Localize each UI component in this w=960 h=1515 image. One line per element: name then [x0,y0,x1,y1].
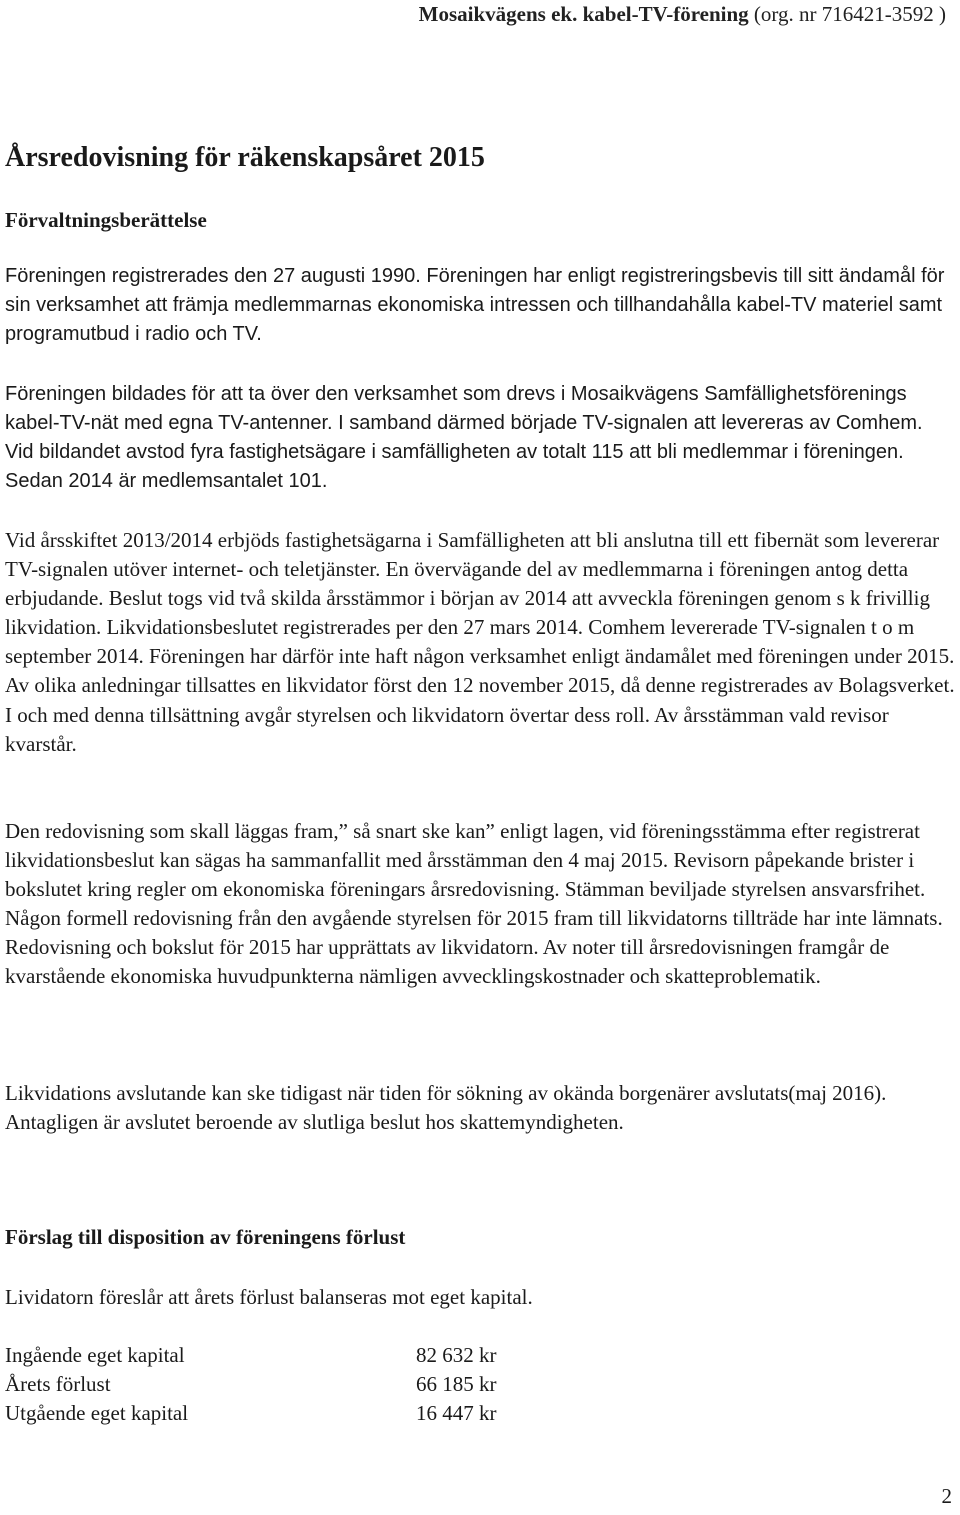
paragraph-liquidation: Vid årsskiftet 2013/2014 erbjöds fastighetsägarna i Samfälligheten att bli anslutna till ett fibernät som levererar TV-signalen utöver internet- och teletjänster. En övervägande del av medlemmarna i föreningen antog detta erbjudande. Beslut togs vid två skilda årsstämmor i början av 2014 att avveckla föreningen genom s k frivillig likvidation. Likvidationsbeslutet registrerades per den 27 mars 2014. Comhem levererade TV-signalen t o m september 2014. Föreningen har därför inte haft någon verksamhet enligt ändamålet med föreningen under 2015. Av olika anledningar tillsattes en likvidator först den 12 november 2015, då denne registrerades av Bolagsverket. I och med denna tillsättning avgår styrelsen och likvidatorn övertar dess roll. Av årsstämman vald revisor kvarstår. [5,528,955,756]
row-label: Utgående eget kapital [5,1401,189,1426]
paragraph-proposal: Lividatorn föreslår att årets förlust balanseras mot eget kapital. [5,1285,533,1309]
section-heading-loss-disposition: Förslag till disposition av föreningens förlust [5,1225,406,1249]
paragraph-formation: Föreningen bildades för att ta över den verksamhet som drevs i Mosaikvägens Samfällighetsförenings kabel-TV-nät med egna TV-antenner. I samband därmed började TV-signalen att levereras av Comhem. Vid bildandet avstod fyra fastighetsägare i samfälligheten av totalt 115 att bli medlemmar i föreningen. Sedan 2014 är medlemsantalet 101. [5,383,923,493]
row-value: 16 447 kr [416,1401,497,1426]
document-title: Årsredovisning för räkenskapsåret 2015 [5,142,485,173]
paragraph-accounting: Den redovisning som skall läggas fram,” så snart ske kan” enligt lagen, vid föreningsstämma efter registrerat likvidationsbeslut kan sägas ha sammanfallit med årsstämman den 4 maj 2015. Revisorn påpekande brister i bokslutet kring regler om ekonomiska föreningars årsredovisning. Stämman beviljade styrelsen ansvarsfrihet. Någon formell redovisning från den avgående styrelsen för 2015 fram till likvidatorns tillträde har inte lämnats. Redovisning och bokslut för 2015 har upprättats av likvidatorn. Av noter till årsredovisningen framgår de kvarstående ekonomiska huvudpunkterna nämligen avvecklingskostnader och skatteproblematik. [5,819,943,989]
row-value: 82 632 kr [416,1343,497,1367]
section-heading-management-report: Förvaltningsberättelse [5,208,207,232]
paragraph-closing: Likvidations avslutande kan ske tidigast när tiden för sökning av okända borgenärer avslutats(maj 2016). Antagligen är avslutet beroende av slutliga beslut hos skattemyndigheten. [5,1081,887,1135]
row-label: Ingående eget kapital [5,1343,185,1367]
page-header [419,2,946,27]
row-value: 66 185 kr [416,1372,497,1397]
row-label: Årets förlust [5,1372,111,1397]
paragraph-registration: Föreningen registrerades den 27 augusti 1990. Föreningen har enligt registreringsbevis till sitt ändamål för sin verksamhet att främja medlemmarnas ekonomiska intressen och tillhandahålla kabel-TV materiel samt programutbud i radio och TV. [5,265,945,346]
header-org-number: (org. nr 716421-3592 ) [753,2,946,26]
header-title: Mosaikvägens ek. kabel-TV-förening [418,2,749,26]
page-number: 2 [941,1484,952,1508]
